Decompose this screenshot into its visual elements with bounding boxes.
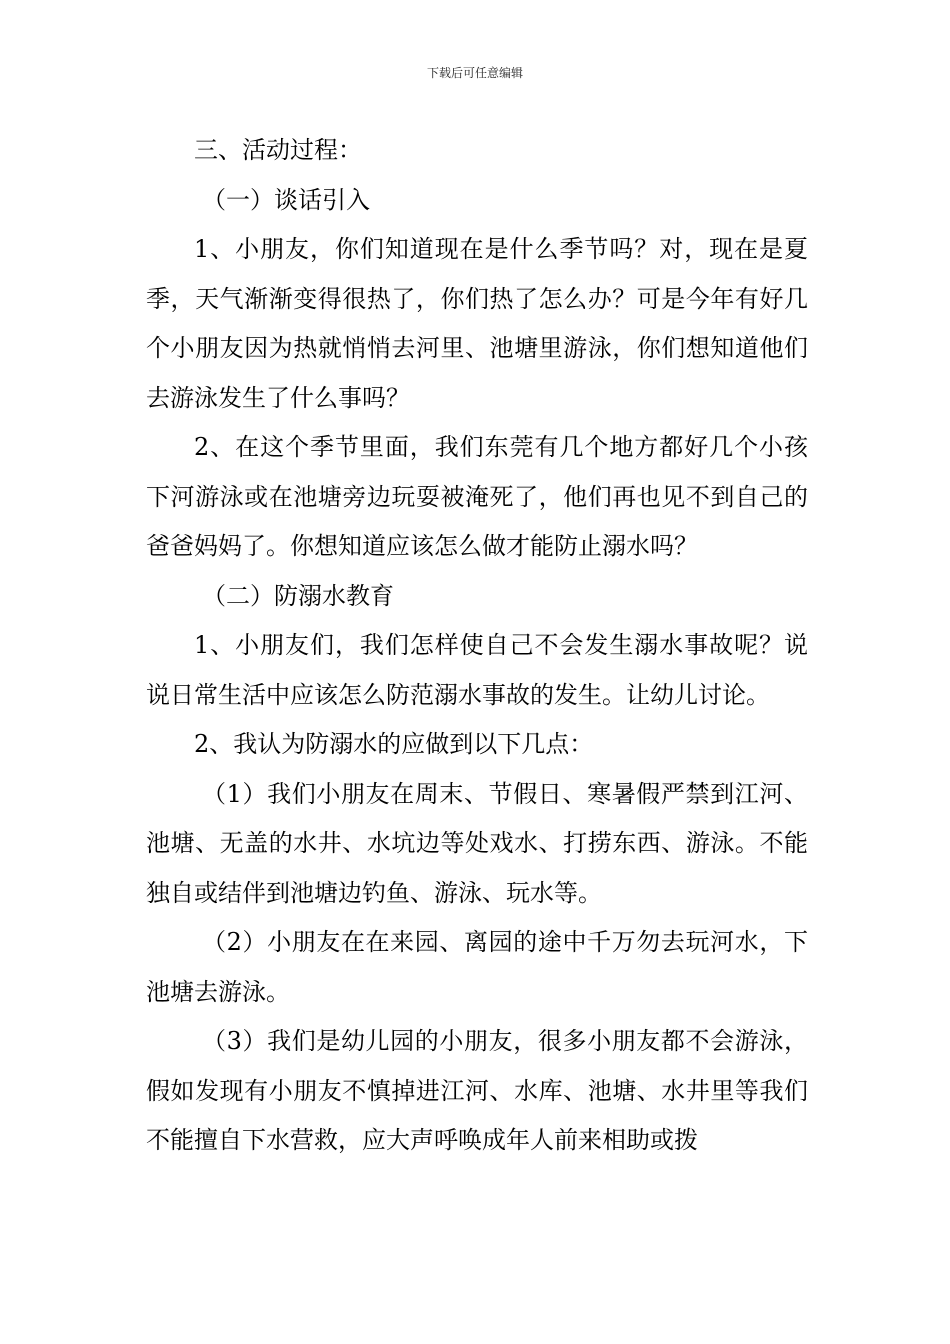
part2-paragraph-1: 1、小朋友们，我们怎样使自己不会发生溺水事故呢？说说日常生活中应该怎么防范溺水事故的发生。让幼儿讨论。 <box>146 631 808 709</box>
point-1: （1）我们小朋友在周末、节假日、寒暑假严禁到江河、池塘、无盖的水井、水坑边等处戏水、打捞东西、游泳。不能独自或结伴到池塘边钓鱼、游泳、玩水等。 <box>146 779 808 907</box>
page-header-note: 下载后可任意编辑 <box>426 66 523 80</box>
point-3: （3）我们是幼儿园的小朋友，很多小朋友都不会游泳，假如发现有小朋友不慎掉进江河、水库、池塘、水井里等我们不能擅自下水营救，应大声呼唤成年人前来相助或拨 <box>146 1027 808 1154</box>
document-body <box>146 126 808 1166</box>
section-heading: 三、活动过程： <box>194 136 362 164</box>
part1-paragraph-2: 2、在这个季节里面，我们东莞有几个地方都好几个小孩下河游泳或在池塘旁边玩耍被淹死了，他们再也见不到自己的爸爸妈妈了。你想知道应该怎么做才能防止溺水吗？ <box>146 433 808 560</box>
point-2: （2）小朋友在在来园、离园的途中千万勿去玩河水，下池塘去游泳。 <box>146 928 808 1006</box>
part2-paragraph-2: 2、我认为防溺水的应做到以下几点： <box>194 730 594 758</box>
part1-heading: （一）谈话引入 <box>202 185 370 214</box>
part2-heading: （二）防溺水教育 <box>202 581 394 610</box>
part1-paragraph-1: 1、小朋友，你们知道现在是什么季节吗？对，现在是夏季，天气渐渐变得很热了，你们热了怎么办？可是今年有好几个小朋友因为热就悄悄去河里、池塘里游泳，你们想知道他们去游泳发生了什么事吗？ <box>146 235 808 412</box>
